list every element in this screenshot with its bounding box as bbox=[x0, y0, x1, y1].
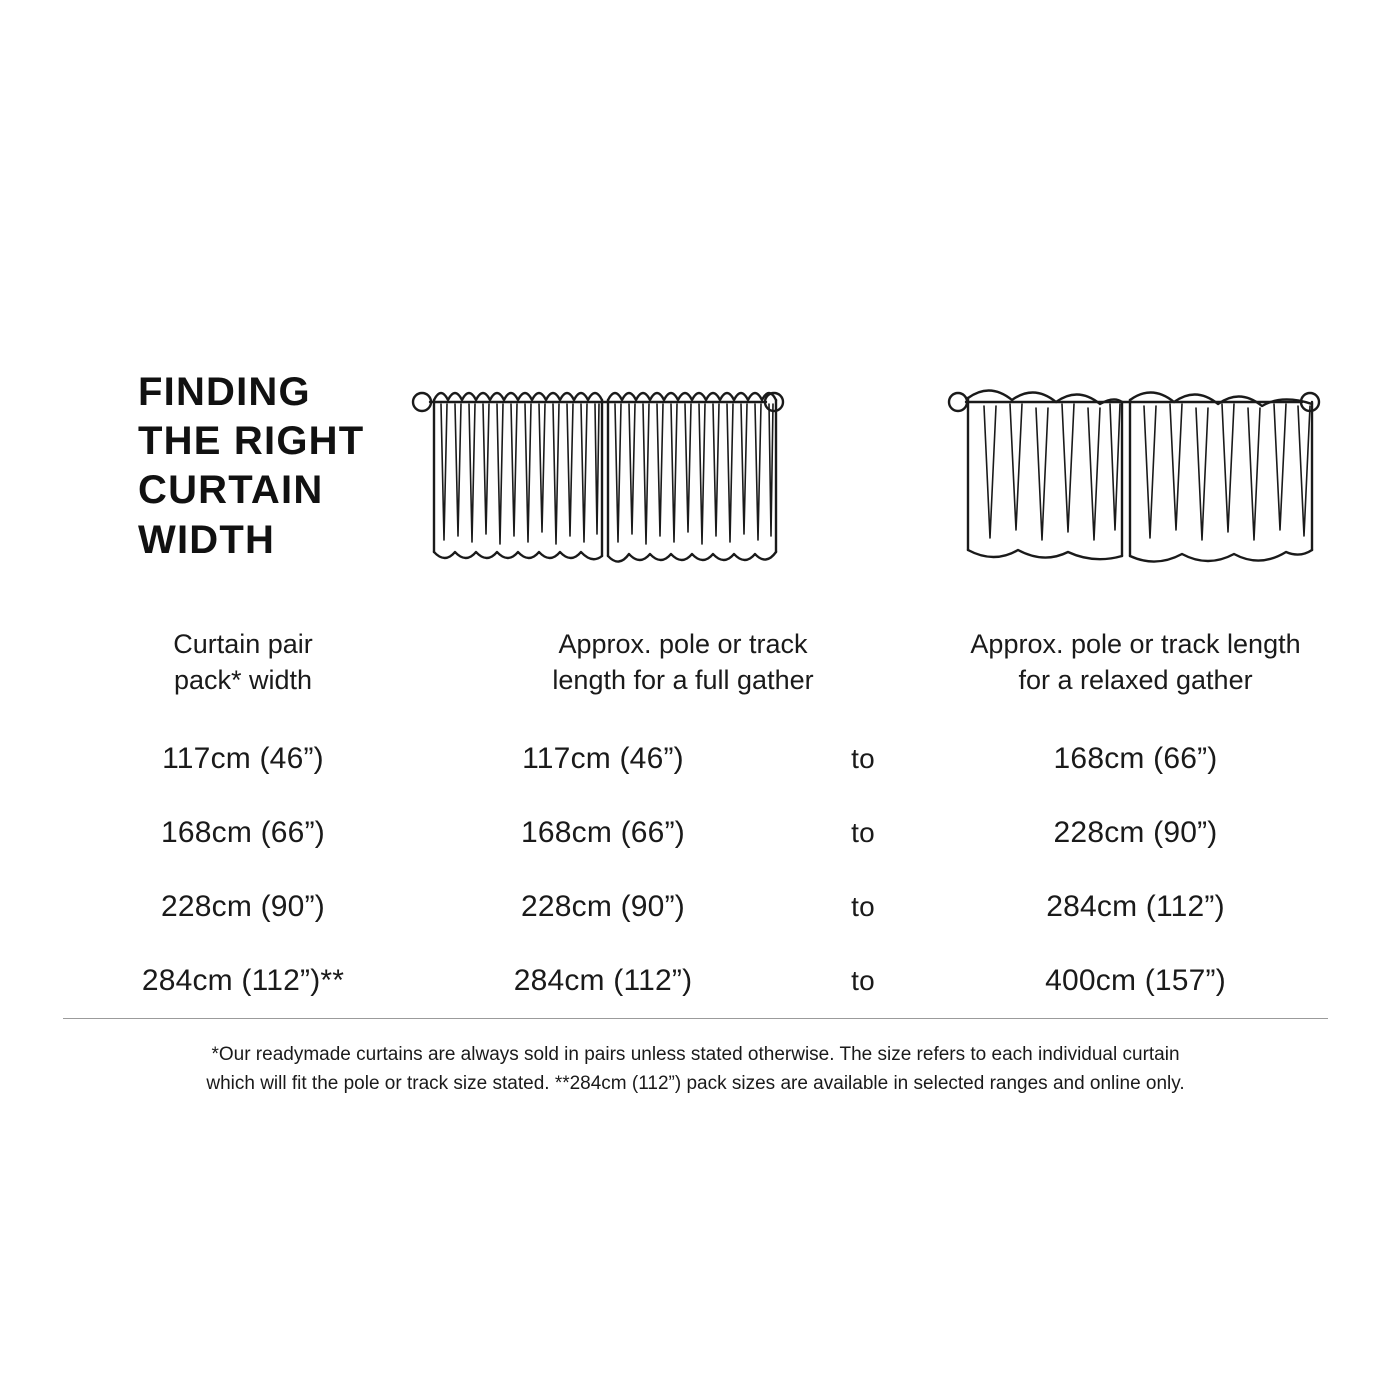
cell-relaxed-gather: 168cm (66”) bbox=[1053, 742, 1218, 776]
illustration-group bbox=[408, 360, 1328, 585]
cell-pack-width: 284cm (112”)** bbox=[63, 944, 423, 1019]
cell-pack-width: 228cm (90”) bbox=[161, 890, 325, 924]
cell-full-gather: 228cm (90”) bbox=[521, 890, 685, 924]
title-line-4: WIDTH bbox=[138, 517, 276, 562]
table-row bbox=[63, 944, 1328, 1019]
guide-content bbox=[63, 360, 1328, 1098]
footnote-line-1: *Our readymade curtains are always sold in pairs unless stated otherwise. The size refers to each individual curtain bbox=[211, 1044, 1180, 1066]
cell-relaxed-gather: 400cm (157”) bbox=[943, 944, 1328, 1019]
column-header-relaxed-gather-line-1: Approx. pole or track length bbox=[970, 629, 1301, 659]
column-header-relaxed-gather-line-2: for a relaxed gather bbox=[1018, 664, 1253, 695]
page-title bbox=[63, 360, 408, 565]
column-header-pack-width-line-1: Curtain pair bbox=[173, 629, 313, 659]
cell-connector: to bbox=[851, 743, 875, 775]
column-header-full-gather-line-1: Approx. pole or track bbox=[558, 629, 808, 659]
column-header-full-gather bbox=[423, 605, 943, 722]
curtain-width-table bbox=[63, 605, 1328, 1019]
cell-full-gather: 168cm (66”) bbox=[521, 816, 685, 850]
column-header-relaxed-gather bbox=[943, 605, 1328, 722]
title-line-2: THE RIGHT bbox=[138, 419, 365, 464]
cell-connector: to bbox=[851, 891, 875, 923]
relaxed-gather-curtain-illustration bbox=[944, 370, 1324, 585]
cell-connector: to bbox=[851, 817, 875, 849]
cell-pack-width: 117cm (46”) bbox=[162, 742, 324, 776]
footnote bbox=[63, 1041, 1328, 1098]
cell-connector: to bbox=[783, 944, 943, 1019]
cell-full-gather: 117cm (46”) bbox=[522, 742, 684, 776]
title-line-1: FINDING bbox=[138, 370, 311, 414]
cell-full-gather: 284cm (112”) bbox=[423, 944, 783, 1019]
header-row bbox=[63, 360, 1328, 605]
table-row bbox=[63, 722, 1328, 796]
table-row bbox=[63, 796, 1328, 870]
column-header-pack-width-line-2: pack* width bbox=[173, 664, 313, 695]
cell-relaxed-gather: 284cm (112”) bbox=[1046, 890, 1225, 924]
column-header-full-gather-line-2: length for a full gather bbox=[552, 664, 814, 695]
table-header-row bbox=[63, 605, 1328, 722]
title-line-3: CURTAIN bbox=[138, 468, 324, 513]
cell-relaxed-gather: 228cm (90”) bbox=[1053, 816, 1218, 850]
cell-pack-width: 168cm (66”) bbox=[161, 816, 325, 850]
footnote-line-2: which will fit the pole or track size stated. **284cm (112”) pack sizes are available in selected ranges and online only. bbox=[206, 1072, 1185, 1094]
column-header-pack-width bbox=[63, 605, 423, 722]
table-row bbox=[63, 870, 1328, 944]
full-gather-curtain-illustration bbox=[408, 370, 788, 585]
